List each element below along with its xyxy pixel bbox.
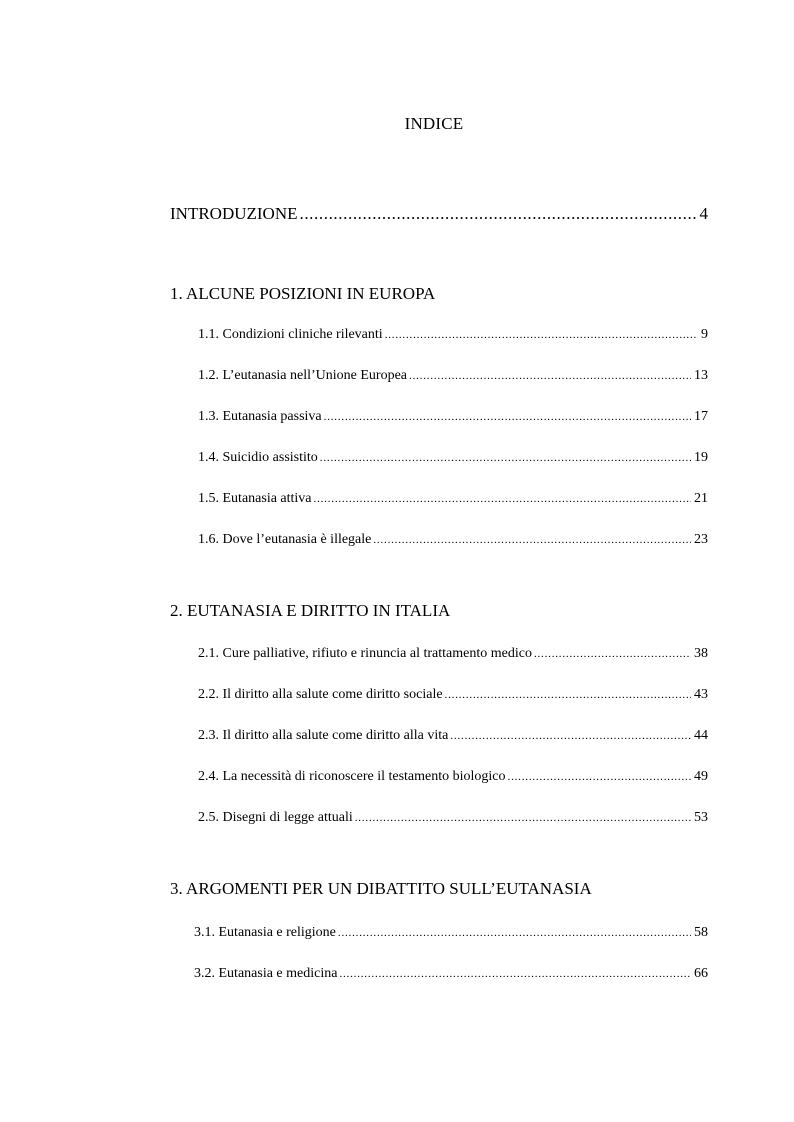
toc-entry-label: 1.3. Eutanasia passiva [198,409,322,424]
toc-entry-page: 49 [694,769,708,784]
toc-entry-page: 17 [694,409,708,424]
toc-entry-page: 43 [694,687,708,702]
chapter-heading-3[interactable]: 3. ARGOMENTI PER UN DIBATTITO SULL’EUTANASIA [170,879,592,898]
toc-entry-label: 3.1. Eutanasia e religione [194,925,336,940]
toc-entry-label: 3.2. Eutanasia e medicina [194,966,338,981]
toc-entry-label: 2.4. La necessità di riconoscere il testamento biologico [198,769,506,784]
toc-entry-3-2[interactable] [194,966,708,982]
toc-entry-label: 1.5. Eutanasia attiva [198,491,312,506]
toc-entry-label: 2.3. Il diritto alla salute come diritto alla vita [198,728,449,743]
toc-entry-page: 53 [694,810,708,825]
toc-entry-2-3[interactable] [198,728,708,744]
chapter-heading-1[interactable]: 1. ALCUNE POSIZIONI IN EUROPA [170,284,436,303]
dot-leader [450,730,691,742]
toc-entry-label: 2.5. Disegni di legge attuali [198,810,353,825]
dot-leader [385,329,698,341]
chapter-heading-2[interactable]: 2. EUTANASIA E DIRITTO IN ITALIA [170,601,451,620]
toc-entry-page: 58 [694,925,708,940]
toc-entry-label: 1.4. Suicidio assistito [198,450,318,465]
toc-entry-page: 4 [699,204,708,223]
toc-entry-2-1[interactable] [198,646,708,662]
dot-leader [339,968,691,980]
toc-entry-page: 13 [694,368,708,383]
toc-entry-label: 1.1. Condizioni cliniche rilevanti [198,327,383,342]
dot-leader [314,493,691,505]
toc-entry-label: INTRODUZIONE [170,204,298,223]
toc-entry-1-6[interactable] [198,532,708,548]
toc-entry-1-3[interactable] [198,409,708,425]
page-title: INDICE [404,114,464,133]
toc-entry-label: 2.2. Il diritto alla salute come diritto sociale [198,687,443,702]
dot-leader [409,370,691,382]
toc-entry-page: 9 [701,327,708,342]
toc-entry-3-1[interactable] [194,925,708,941]
toc-entry-1-2[interactable] [198,368,708,384]
toc-entry-label: 1.6. Dove l’eutanasia è illegale [198,532,372,547]
dot-leader [355,812,691,824]
dot-leader [534,648,691,660]
toc-entry-page: 66 [694,966,708,981]
toc-entry-page: 21 [694,491,708,506]
toc-entry-page: 38 [694,646,708,661]
dot-leader [324,411,691,423]
toc-entry-2-2[interactable] [198,687,708,703]
toc-entry-label: 1.2. L’eutanasia nell’Unione Europea [198,368,408,383]
toc-entry-1-1[interactable] [198,327,708,343]
toc-entry-1-5[interactable] [198,491,708,507]
toc-entry-page: 44 [694,728,708,743]
toc-entry-2-5[interactable] [198,810,708,826]
toc-entry-1-4[interactable] [198,450,708,466]
dot-leader [445,689,691,701]
dot-leader [373,534,691,546]
dot-leader [338,927,691,939]
toc-entry-label: 2.1. Cure palliative, rifiuto e rinuncia al trattamento medico [198,646,532,661]
toc-entry-introduzione[interactable] [170,204,708,224]
toc-entry-2-4[interactable] [198,769,708,785]
toc-entry-page: 19 [694,450,708,465]
dot-leader [508,771,691,783]
toc-entry-page: 23 [694,532,708,547]
dot-leader [299,204,696,224]
dot-leader [320,452,691,464]
